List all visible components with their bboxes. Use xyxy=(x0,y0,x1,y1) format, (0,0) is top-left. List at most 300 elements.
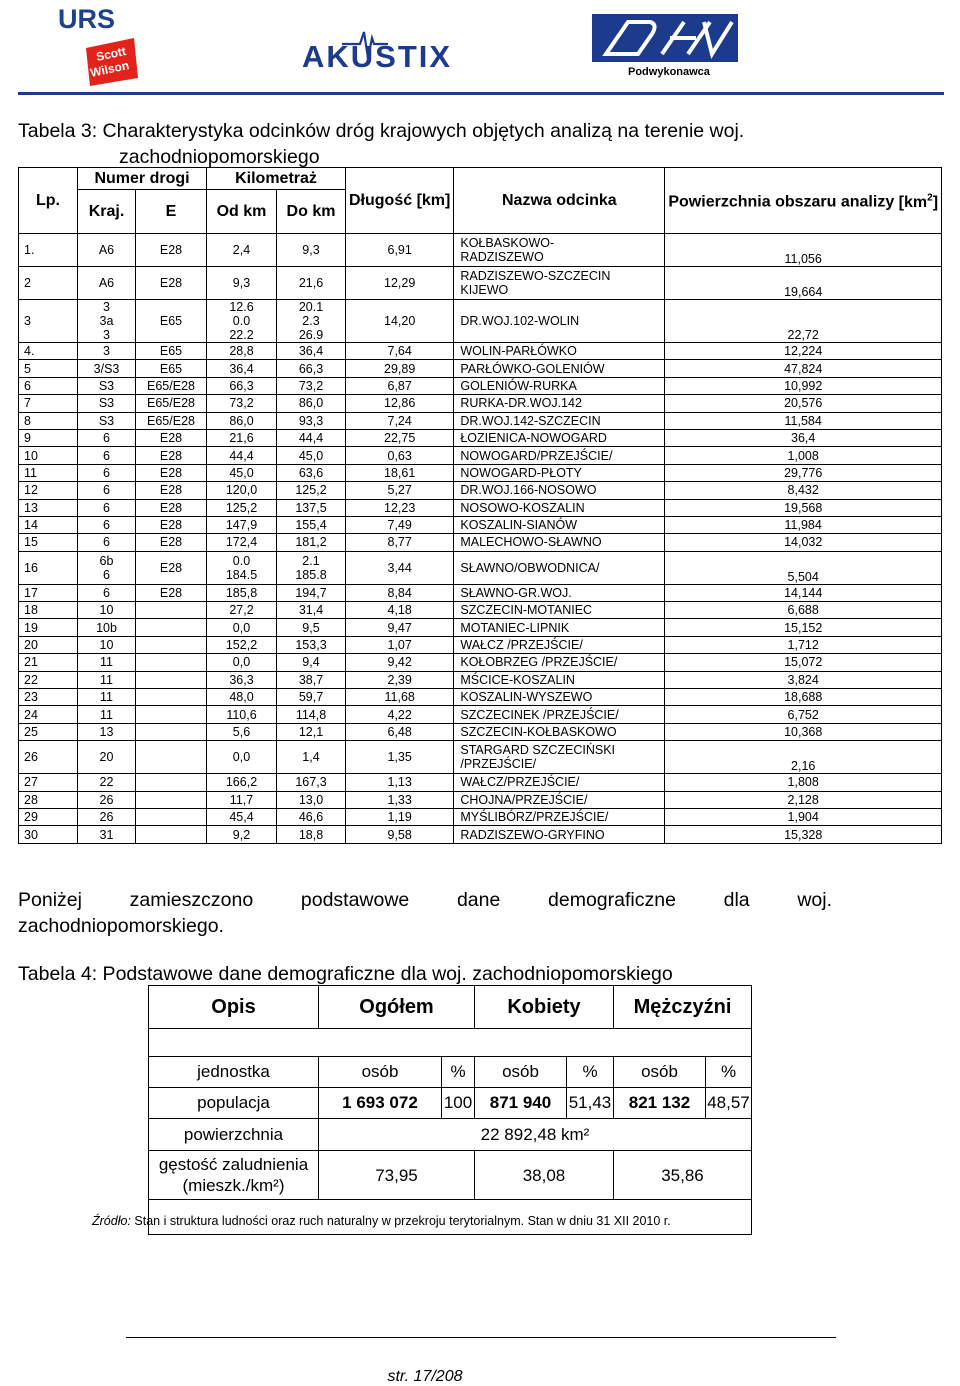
cell-od-line: 45,0 xyxy=(229,465,254,480)
cell-od-line: 36,3 xyxy=(229,672,254,687)
cell-powierzchnia: 22,72 xyxy=(665,300,942,343)
cell-od xyxy=(207,395,277,412)
cell-powierzchnia: 11,584 xyxy=(665,412,942,429)
cell-e xyxy=(136,671,207,688)
cell-nazwa-line: DR.WOJ.166-NOSOWO xyxy=(460,483,597,498)
table-row xyxy=(19,447,942,464)
cell-kraj xyxy=(78,826,136,843)
t4-population-women-pct: 51,43 xyxy=(567,1088,614,1119)
cell-lp: 29 xyxy=(19,808,78,825)
cell-od xyxy=(207,499,277,516)
cell-do-line: 114,8 xyxy=(295,707,327,722)
cell-kraj-line: 11 xyxy=(100,690,113,705)
cell-kraj xyxy=(78,723,136,740)
cell-do xyxy=(277,654,346,671)
cell-od-line: 27,2 xyxy=(229,603,254,618)
cell-nazwa xyxy=(454,447,665,464)
t4-units-mezczyzni-count: osób xyxy=(614,1057,706,1088)
cell-powierzchnia: 1,712 xyxy=(665,636,942,653)
cell-od-line: 166,2 xyxy=(225,775,258,790)
cell-do-line: 181,2 xyxy=(295,535,327,550)
cell-nazwa-line: SŁAWNO/OBWODNICA/ xyxy=(460,560,600,575)
cell-od xyxy=(207,360,277,377)
cell-od xyxy=(207,791,277,808)
cell-kraj-line: 6b xyxy=(99,553,114,568)
cell-lp: 7 xyxy=(19,395,78,412)
header-pow-sup: 2 xyxy=(927,192,933,204)
cell-powierzchnia: 6,752 xyxy=(665,706,942,723)
cell-lp: 19 xyxy=(19,619,78,636)
cell-powierzchnia: 20,576 xyxy=(665,395,942,412)
cell-do xyxy=(277,706,346,723)
cell-dlugosc: 1,07 xyxy=(346,636,454,653)
cell-lp: 10 xyxy=(19,447,78,464)
cell-od-line: 0,0 xyxy=(232,750,251,765)
cell-nazwa xyxy=(454,619,665,636)
cell-od xyxy=(207,412,277,429)
header-od-unit: km xyxy=(243,202,267,220)
cell-powierzchnia: 3,824 xyxy=(665,671,942,688)
cell-powierzchnia: 10,368 xyxy=(665,723,942,740)
cell-kraj-line: 6 xyxy=(103,465,110,480)
table-row xyxy=(19,619,942,636)
cell-od-line: 0,0 xyxy=(232,655,251,670)
cell-nazwa-line: SZCZECINEK /PRZEJŚCIE/ xyxy=(460,707,619,722)
t4-population-men-pct: 48,57 xyxy=(706,1088,752,1119)
cell-do-line: 12,1 xyxy=(298,725,324,739)
cell-kraj-line: 6 xyxy=(103,448,110,463)
header-dlugosc xyxy=(346,168,454,234)
cell-powierzchnia: 19,568 xyxy=(665,499,942,516)
cell-e: E65 xyxy=(136,343,207,360)
header-e: E xyxy=(136,190,207,234)
header-pow-close: ] xyxy=(932,193,939,211)
cell-od-line: 125,2 xyxy=(225,500,258,515)
cell-e xyxy=(136,636,207,653)
cell-od xyxy=(207,584,277,601)
cell-nazwa xyxy=(454,412,665,429)
cell-do xyxy=(277,234,346,267)
cell-od-line: 28,8 xyxy=(229,344,254,359)
dhv-subtitle: Podwykonawca xyxy=(628,66,710,78)
table-row xyxy=(19,464,942,481)
cell-lp: 3 xyxy=(19,300,78,343)
cell-dlugosc: 1,35 xyxy=(346,741,454,774)
t4-units-label: jednostka xyxy=(149,1057,319,1088)
cell-kraj xyxy=(78,429,136,446)
cell-lp: 2 xyxy=(19,267,78,300)
cell-dlugosc: 6,87 xyxy=(346,377,454,394)
cell-dlugosc: 9,58 xyxy=(346,826,454,843)
cell-od xyxy=(207,300,277,343)
cell-od-line: 147,9 xyxy=(225,518,258,533)
cell-nazwa xyxy=(454,723,665,740)
cell-nazwa-line: /PRZEJŚCIE/ xyxy=(460,757,537,772)
t4-header-kobiety: Kobiety xyxy=(475,986,614,1029)
t4-units-kobiety-pct: % xyxy=(567,1057,614,1088)
page-number: str. 17/208 xyxy=(387,1368,463,1385)
cell-e: E28 xyxy=(136,447,207,464)
cell-od-line: 2,4 xyxy=(232,243,251,257)
cell-nazwa xyxy=(454,429,665,446)
table3-caption-line2: zachodniopomorskiego xyxy=(119,146,320,168)
cell-od xyxy=(207,826,277,843)
cell-kraj-line: 3 xyxy=(103,328,110,342)
cell-e: E65/E28 xyxy=(136,412,207,429)
t4-area-value: 22 892,48 km² xyxy=(319,1119,752,1151)
t4-density-total: 73,95 xyxy=(319,1151,475,1200)
cell-do xyxy=(277,619,346,636)
cell-do-line: 46,6 xyxy=(298,810,324,825)
cell-do-line: 59,7 xyxy=(298,690,324,705)
cell-do xyxy=(277,267,346,300)
cell-lp: 30 xyxy=(19,826,78,843)
cell-kraj-line: 6 xyxy=(103,567,110,582)
cell-e: E28 xyxy=(136,267,207,300)
cell-e xyxy=(136,619,207,636)
cell-kraj-line: 3a xyxy=(99,314,114,328)
cell-powierzchnia: 14,032 xyxy=(665,534,942,551)
cell-lp: 22 xyxy=(19,671,78,688)
cell-nazwa xyxy=(454,464,665,481)
akustix-logo-icon xyxy=(302,24,484,68)
cell-nazwa xyxy=(454,534,665,551)
cell-kraj xyxy=(78,377,136,394)
header-pow-line1: Powierzchnia xyxy=(668,193,771,211)
cell-kraj xyxy=(78,689,136,706)
cell-e: E28 xyxy=(136,551,207,584)
cell-e: E65/E28 xyxy=(136,377,207,394)
cell-kraj-line: 10b xyxy=(96,620,117,635)
cell-e: E65 xyxy=(136,360,207,377)
t4-density-label xyxy=(149,1151,319,1200)
dhv-logo-icon xyxy=(592,14,738,62)
cell-nazwa xyxy=(454,826,665,843)
cell-kraj xyxy=(78,774,136,791)
cell-od xyxy=(207,741,277,774)
cell-od xyxy=(207,602,277,619)
t4-units-ogolem-pct: % xyxy=(442,1057,475,1088)
t4-population-women: 871 940 xyxy=(475,1088,567,1119)
cell-od-line: 48,0 xyxy=(229,690,254,705)
cell-od-line: 86,0 xyxy=(229,413,254,428)
cell-nazwa-line: RADZISZEWO-SZCZECIN xyxy=(460,269,611,283)
cell-lp: 14 xyxy=(19,516,78,533)
cell-nazwa xyxy=(454,516,665,533)
cell-lp: 21 xyxy=(19,654,78,671)
cell-do-line: 66,3 xyxy=(298,361,324,376)
cell-powierzchnia: 36,4 xyxy=(665,429,942,446)
header-od xyxy=(207,190,277,234)
cell-do xyxy=(277,808,346,825)
cell-nazwa xyxy=(454,706,665,723)
cell-nazwa xyxy=(454,671,665,688)
cell-powierzchnia: 1,808 xyxy=(665,774,942,791)
table-row xyxy=(19,706,942,723)
t4-spacer-row xyxy=(149,1029,752,1057)
cell-lp: 8 xyxy=(19,412,78,429)
cell-od-line: 9,3 xyxy=(232,276,251,290)
cell-do xyxy=(277,377,346,394)
cell-kraj-line: 6 xyxy=(103,585,110,600)
cell-nazwa xyxy=(454,654,665,671)
cell-do-line: 137,5 xyxy=(295,500,327,515)
t4-header-opis: Opis xyxy=(149,986,319,1029)
cell-nazwa-line: STARGARD SZCZECIŃSKI xyxy=(460,743,616,758)
cell-kraj-line: 11 xyxy=(100,707,113,722)
table-row xyxy=(19,395,942,412)
cell-dlugosc: 22,75 xyxy=(346,429,454,446)
cell-do-line: 2.3 xyxy=(302,314,320,328)
cell-do xyxy=(277,636,346,653)
cell-do xyxy=(277,447,346,464)
footer-rule xyxy=(126,1337,836,1338)
cell-kraj xyxy=(78,412,136,429)
cell-do-line: 167,3 xyxy=(295,775,327,790)
cell-kraj xyxy=(78,602,136,619)
cell-dlugosc: 9,47 xyxy=(346,619,454,636)
cell-do xyxy=(277,395,346,412)
cell-nazwa-line: MOTANIEC-LIPNIK xyxy=(460,620,570,635)
cell-nazwa-line: DR.WOJ.142-SZCZECIN xyxy=(460,413,601,428)
cell-powierzchnia: 14,144 xyxy=(665,584,942,601)
cell-dlugosc: 7,24 xyxy=(346,412,454,429)
cell-nazwa xyxy=(454,360,665,377)
table-row xyxy=(19,499,942,516)
cell-do xyxy=(277,412,346,429)
cell-do xyxy=(277,499,346,516)
cell-e: E28 xyxy=(136,516,207,533)
cell-kraj-line: S3 xyxy=(98,413,115,428)
cell-do xyxy=(277,429,346,446)
cell-dlugosc: 12,23 xyxy=(346,499,454,516)
cell-do-line: 93,3 xyxy=(298,413,324,428)
cell-dlugosc: 1,33 xyxy=(346,791,454,808)
cell-lp: 24 xyxy=(19,706,78,723)
cell-od xyxy=(207,234,277,267)
header-do-unit: km xyxy=(312,202,336,220)
cell-kraj xyxy=(78,395,136,412)
table-row xyxy=(19,551,942,584)
cell-e xyxy=(136,741,207,774)
table-row xyxy=(19,516,942,533)
cell-nazwa xyxy=(454,482,665,499)
cell-nazwa-line: RADZISZEWO xyxy=(460,250,544,264)
cell-nazwa-line: SZCZECIN-KOŁBASKOWO xyxy=(460,725,617,739)
cell-nazwa xyxy=(454,602,665,619)
cell-e: E28 xyxy=(136,429,207,446)
t4-units-kobiety-count: osób xyxy=(475,1057,567,1088)
cell-do-line: 63,6 xyxy=(298,465,324,480)
cell-kraj xyxy=(78,808,136,825)
cell-nazwa xyxy=(454,499,665,516)
cell-lp: 28 xyxy=(19,791,78,808)
cell-powierzchnia: 18,688 xyxy=(665,689,942,706)
cell-nazwa xyxy=(454,774,665,791)
scott-wilson-line1: Scott xyxy=(94,44,128,64)
cell-od-line: 45,4 xyxy=(229,810,254,825)
cell-do xyxy=(277,584,346,601)
cell-dlugosc: 12,86 xyxy=(346,395,454,412)
header-dlugosc-label: Długość xyxy=(349,191,413,209)
table-row xyxy=(19,360,942,377)
cell-nazwa-line: CHOJNA/PRZEJŚCIE/ xyxy=(460,792,588,807)
cell-nazwa-line: WOLIN-PARŁÓWKO xyxy=(460,344,577,359)
cell-e xyxy=(136,723,207,740)
source-text: Stan i struktura ludności oraz ruch naturalny w przekroju terytorialnym. Stan w dniu 31 XII 2010 r. xyxy=(130,1214,671,1228)
cell-dlugosc: 8,77 xyxy=(346,534,454,551)
cell-do-line: 155,4 xyxy=(295,518,327,533)
table-row xyxy=(19,808,942,825)
t4-units-ogolem-count: osób xyxy=(319,1057,442,1088)
cell-nazwa-line: ŁOZIENICA-NOWOGARD xyxy=(460,431,607,446)
cell-powierzchnia: 1,904 xyxy=(665,808,942,825)
cell-kraj xyxy=(78,584,136,601)
header-powierzchnia xyxy=(665,168,942,234)
cell-od-line: 66,3 xyxy=(229,378,254,393)
table-row xyxy=(19,429,942,446)
cell-nazwa-line: MALECHOWO-SŁAWNO xyxy=(460,535,602,550)
cell-lp: 9 xyxy=(19,429,78,446)
cell-do-line: 38,7 xyxy=(298,672,324,687)
header-od-label: Od xyxy=(216,202,239,220)
cell-kraj-line: S3 xyxy=(98,396,115,411)
table-row xyxy=(19,267,942,300)
table-row xyxy=(19,482,942,499)
cell-nazwa xyxy=(454,300,665,343)
header-kilometraz: Kilometraż xyxy=(207,168,346,190)
header-do-label: Do xyxy=(286,202,308,220)
cell-lp: 4. xyxy=(19,343,78,360)
cell-dlugosc: 1,13 xyxy=(346,774,454,791)
cell-e xyxy=(136,808,207,825)
cell-powierzchnia: 2,16 xyxy=(665,741,942,774)
cell-od xyxy=(207,447,277,464)
cell-do-line: 44,4 xyxy=(298,431,324,446)
table-row xyxy=(19,300,942,343)
cell-do xyxy=(277,551,346,584)
cell-dlugosc: 7,64 xyxy=(346,343,454,360)
cell-kraj xyxy=(78,671,136,688)
cell-kraj-line: 6 xyxy=(103,535,110,550)
cell-do-line: 185.8 xyxy=(295,567,327,582)
cell-do-line: 2.1 xyxy=(302,553,320,568)
cell-e: E28 xyxy=(136,499,207,516)
demographics-table xyxy=(148,985,752,1235)
cell-powierzchnia: 6,688 xyxy=(665,602,942,619)
cell-dlugosc: 18,61 xyxy=(346,464,454,481)
table-row xyxy=(19,791,942,808)
table-row xyxy=(19,602,942,619)
cell-do-line: 194,7 xyxy=(295,585,327,600)
cell-od-line: 120,0 xyxy=(225,483,258,498)
cell-dlugosc: 6,91 xyxy=(346,234,454,267)
cell-do xyxy=(277,741,346,774)
cell-kraj xyxy=(78,741,136,774)
cell-kraj-line: 6 xyxy=(103,483,110,498)
t4-units-mezczyzni-pct: % xyxy=(706,1057,752,1088)
cell-od-line: 110,6 xyxy=(226,707,257,722)
table-row xyxy=(19,671,942,688)
cell-lp: 11 xyxy=(19,464,78,481)
cell-kraj xyxy=(78,360,136,377)
cell-kraj xyxy=(78,447,136,464)
cell-od xyxy=(207,482,277,499)
cell-kraj xyxy=(78,300,136,343)
cell-do-line: 13,0 xyxy=(298,792,324,807)
header-pow-km: [km xyxy=(898,193,928,211)
cell-e: E28 xyxy=(136,464,207,481)
t4-density-label-line1: gęstość zaludnienia xyxy=(158,1155,309,1174)
cell-powierzchnia: 12,224 xyxy=(665,343,942,360)
cell-powierzchnia: 1,008 xyxy=(665,447,942,464)
table3-wrapper xyxy=(18,167,942,844)
cell-od-line: 73,2 xyxy=(229,396,254,411)
cell-kraj-line: 13 xyxy=(99,725,114,739)
cell-kraj-line: 3/S3 xyxy=(93,361,120,376)
cell-powierzchnia: 47,824 xyxy=(665,360,942,377)
cell-lp: 27 xyxy=(19,774,78,791)
cell-od-line: 11,7 xyxy=(229,792,254,807)
cell-dlugosc: 0,63 xyxy=(346,447,454,464)
cell-kraj-line: 6 xyxy=(103,431,110,446)
cell-do-line: 20.1 xyxy=(298,300,324,314)
scott-wilson-line2: Wilson xyxy=(88,58,131,80)
cell-od xyxy=(207,516,277,533)
cell-powierzchnia: 2,128 xyxy=(665,791,942,808)
cell-od xyxy=(207,429,277,446)
cell-od-line: 0.0 xyxy=(232,314,251,328)
urs-scott-wilson-logo xyxy=(58,4,142,90)
cell-dlugosc: 6,48 xyxy=(346,723,454,740)
cell-powierzchnia: 19,664 xyxy=(665,267,942,300)
demographics-intro-paragraph xyxy=(18,887,832,939)
cell-od-line: 172,4 xyxy=(225,535,258,550)
cell-nazwa-line: KIJEWO xyxy=(460,283,509,297)
cell-lp: 13 xyxy=(19,499,78,516)
source-label: Źródło: xyxy=(92,1214,131,1228)
cell-nazwa-line: WAŁCZ/PRZEJŚCIE/ xyxy=(460,775,580,790)
cell-e: E28 xyxy=(136,234,207,267)
cell-nazwa-line: KOŁBASKOWO- xyxy=(460,236,555,250)
cell-lp: 25 xyxy=(19,723,78,740)
cell-kraj xyxy=(78,619,136,636)
table4-caption: Tabela 4: Podstawowe dane demograficzne dla woj. zachodniopomorskiego xyxy=(18,963,673,985)
cell-nazwa xyxy=(454,395,665,412)
header-rule xyxy=(18,92,944,95)
cell-kraj xyxy=(78,534,136,551)
cell-e xyxy=(136,706,207,723)
cell-powierzchnia: 29,776 xyxy=(665,464,942,481)
t4-population-total-pct: 100 xyxy=(442,1088,475,1119)
cell-nazwa-line: WAŁCZ /PRZEJŚCIE/ xyxy=(460,638,583,653)
cell-lp: 17 xyxy=(19,584,78,601)
cell-od xyxy=(207,723,277,740)
roads-table-body xyxy=(19,234,942,844)
table3-caption xyxy=(18,118,918,170)
cell-kraj-line: 11 xyxy=(100,655,113,670)
cell-lp: 18 xyxy=(19,602,78,619)
cell-lp: 12 xyxy=(19,482,78,499)
cell-dlugosc: 3,44 xyxy=(346,551,454,584)
cell-nazwa-line: SZCZECIN-MOTANIEC xyxy=(460,603,593,618)
cell-nazwa xyxy=(454,343,665,360)
cell-od xyxy=(207,267,277,300)
cell-kraj xyxy=(78,516,136,533)
cell-od xyxy=(207,671,277,688)
table-row xyxy=(19,689,942,706)
cell-lp: 15 xyxy=(19,534,78,551)
